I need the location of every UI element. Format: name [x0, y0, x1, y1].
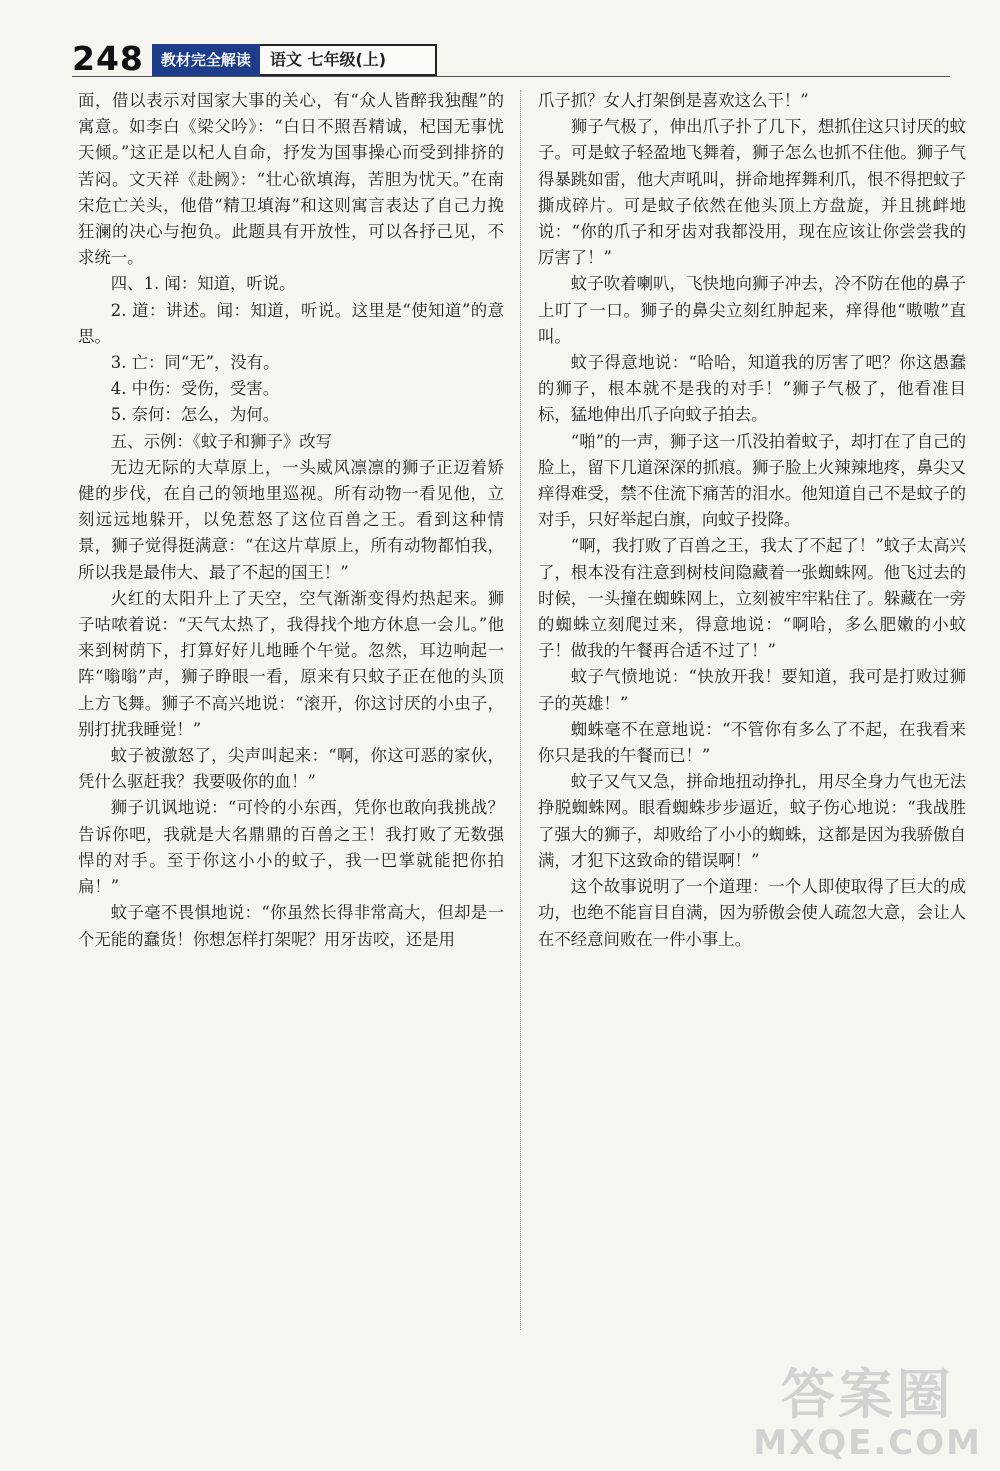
paragraph: 3. 亡：同“无”，没有。	[110, 353, 280, 373]
watermark-main-text: 答案圈	[780, 1363, 955, 1426]
paragraph: 蚊子得意地说：“哈哈，知道我的厉害了吧？你这愚蠢的狮子，根本就不是我的对手！”狮子气极了，他看准目标，猛地伸出爪子向蚊子拍去。	[538, 353, 966, 425]
paragraph: 蚊子毫不畏惧地说：“你虽然长得非常高大，但却是一个无能的蠢货！你想怎样打架呢？用牙齿咬，还是用	[78, 903, 504, 949]
paragraph: “啊，我打败了百兽之王，我太了不起了！”蚊子太高兴了，根本没有注意到树枝间隐藏着一张蜘蛛网。他飞过去的时候，一头撞在蜘蛛网上，立刻被牢牢粘住了。躲藏在一旁的蜘蛛立刻爬过来，得意地说：“啊哈，多么肥嫩的小蚊子！做我的午餐再合适不过了！”	[538, 536, 966, 661]
paragraph: 蚊子气愤地说：“快放开我！要知道，我可是打败过狮子的英雄！”	[538, 667, 966, 713]
paragraph: 四、1. 闻：知道，听说。	[110, 274, 296, 294]
paragraph: 4. 中伤：受伤，受害。	[110, 379, 280, 399]
book-title-badge: 教材完全解读	[152, 44, 260, 76]
watermark-url-text: MXQE.COM	[753, 1423, 982, 1463]
left-column	[78, 88, 504, 953]
paragraph: 火红的太阳升上了天空，空气渐渐变得灼热起来。狮子咕哝着说：“天气太热了，我得找个地方休息一会儿。”他来到树荫下，打算好好儿地睡个午觉。忽然，耳边响起一阵“嗡嗡”声，狮子睁眼一看，原来有只蚊子正在他的头顶上方飞舞。狮子不高兴地说：“滚开，你这讨厌的小虫子，别打扰我睡觉！”	[78, 588, 504, 739]
paragraph: “啪”的一声，狮子这一爪没拍着蚊子，却打在了自己的脸上，留下几道深深的抓痕。狮子脸上火辣辣地疼，鼻尖又痒得难受，禁不住流下痛苦的泪水。他知道自己不是蚊子的对手，只好举起白旗，向蚊子投降。	[538, 431, 966, 530]
paragraph: 蜘蛛毫不在意地说：“不管你有多么了不起，在我看来你只是我的午餐而已！”	[538, 719, 966, 766]
paragraph: 爪子抓？女人打架倒是喜欢这么干！”	[538, 91, 809, 110]
paragraph: 面，借以表示对国家大事的关心，有“众人皆醉我独醒”的寓意。如李白《梁父吟》：“白日不照吾精诚，杞国无事忧天倾。”这正是以杞人自命，抒发为国事操心而受到排挤的苦闷。文天祥《赴阙》：“壮心欲填海，苦胆为忧天。”在南宋危亡关头，他借“精卫填海”和这则寓言表达了自己力挽狂澜的决心与抱负。此题具有开放性，可以各抒己见，不求统一。	[78, 91, 504, 268]
paragraph: 2. 道：讲述。闻：知道，听说。这里是“使知道”的意思。	[78, 300, 504, 346]
paragraph: 无边无际的大草原上，一头威风凛凛的狮子正迈着矫健的步伐，在自己的领地里巡视。所有动物一看见他，立刻远远地躲开，以免惹怒了这位百兽之王。看到这种情景，狮子觉得挺满意：“在这片草原上，所有动物都怕我，所以我是最伟大、最了不起的国王！”	[78, 457, 504, 582]
paragraph: 蚊子被激怒了，尖声叫起来：“啊，你这可恶的家伙，凭什么驱赶我？我要吸你的血！”	[78, 746, 504, 792]
paragraph: 蚊子又气又急，拼命地扭动挣扎，用尽全身力气也无法挣脱蜘蛛网。眼看蜘蛛步步逼近，蚊子伤心地说：“我战胜了强大的狮子，却败给了小小的蜘蛛，这都是因为我骄傲自满，才犯下这致命的错误啊！”	[538, 772, 966, 870]
subject-grade-label: 语文 七年级(上)	[260, 44, 437, 76]
header-rule	[72, 76, 950, 77]
column-divider	[520, 90, 521, 1330]
paragraph: 5. 奈何：怎么，为何。	[110, 405, 280, 425]
paragraph: 狮子气极了，伸出爪子扑了几下，想抓住这只讨厌的蚊子。可是蚊子轻盈地飞舞着，狮子怎么也抓不住他。狮子气得暴跳如雷，他大声吼叫，拼命地挥舞利爪，恨不得把蚊子撕成碎片。可是蚊子依然在他头顶上方盘旋，并且挑衅地说：“你的爪子和牙齿对我都没用，现在应该让你尝尝我的厉害了！”	[538, 117, 966, 268]
paragraph: 蚊子吹着喇叭，飞快地向狮子冲去，冷不防在他的鼻子上叮了一口。狮子的鼻尖立刻红肿起来，痒得他“嗷嗷”直叫。	[538, 274, 966, 346]
page-header	[72, 39, 437, 78]
page-number: 248	[72, 39, 144, 78]
right-column	[538, 88, 966, 953]
paragraph: 五、示例：《蚊子和狮子》改写	[110, 431, 333, 451]
watermark-logo	[753, 1352, 982, 1463]
paragraph: 狮子讥讽地说：“可怜的小东西，凭你也敢向我挑战？告诉你吧，我就是大名鼎鼎的百兽之王！我打败了无数强悍的对手。至于你这小小的蚊子，我一巴掌就能把你拍扁！”	[78, 798, 504, 897]
paragraph: 这个故事说明了一个道理：一个人即使取得了巨大的成功，也绝不能盲目自满，因为骄傲会使人疏忽大意，会让人在不经意间败在一件小事上。	[538, 877, 966, 949]
